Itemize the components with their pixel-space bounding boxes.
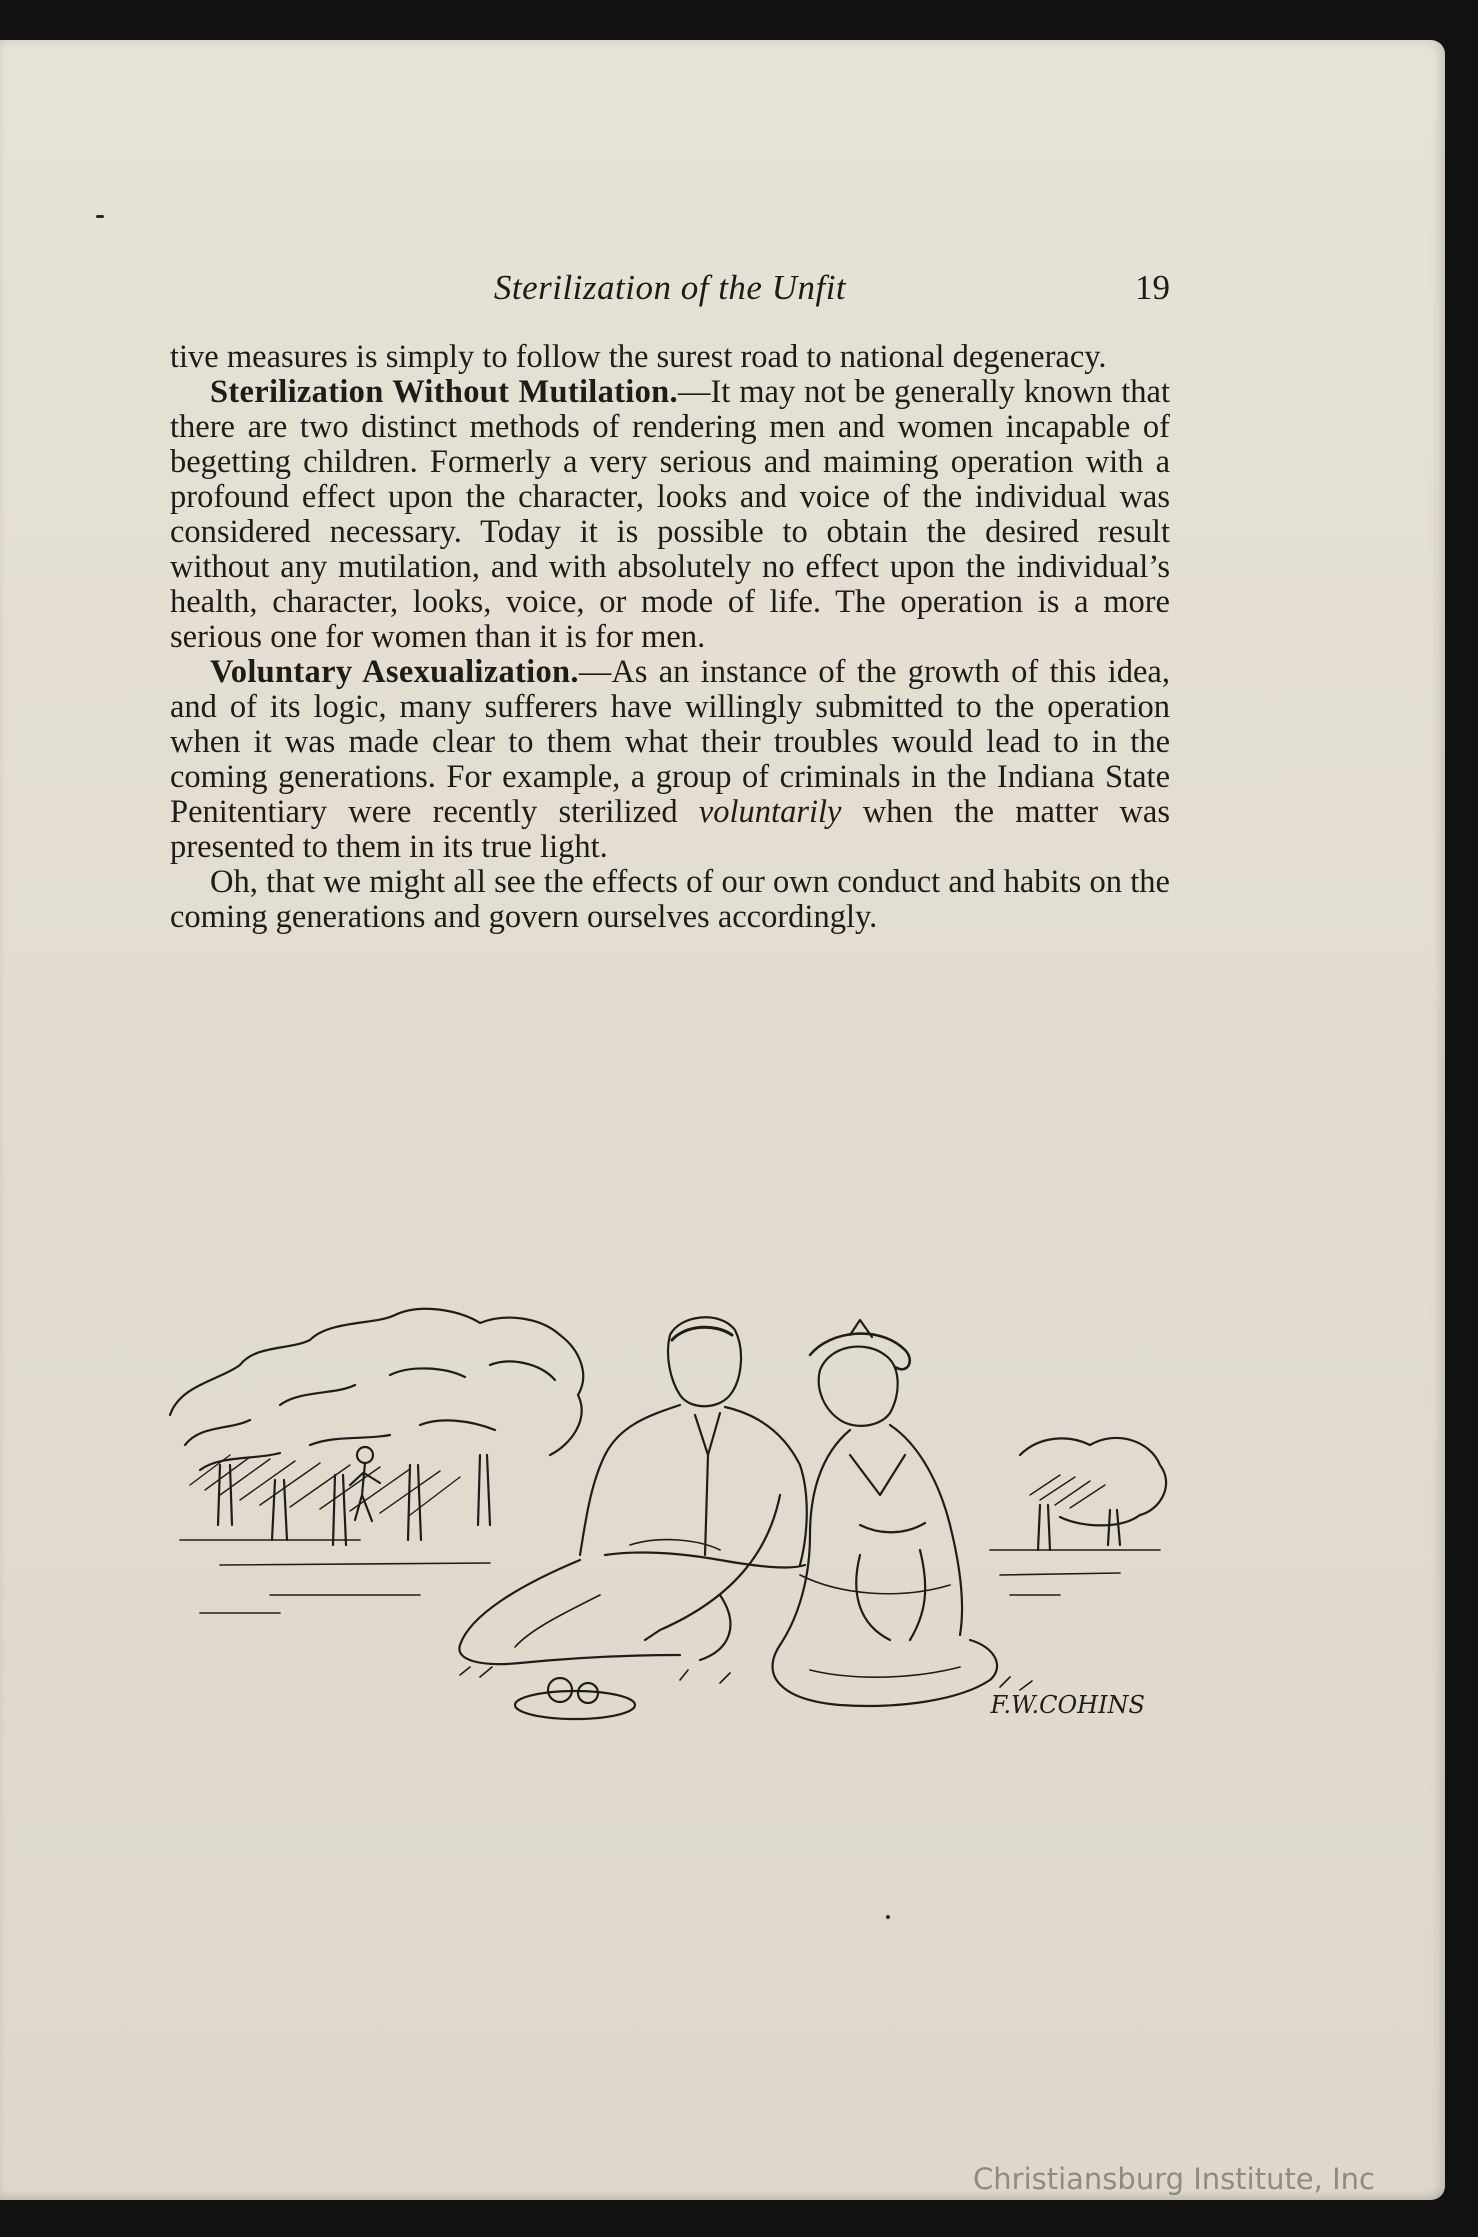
paragraph-continuation: tive measures is simply to follow the surest road to national degeneracy. bbox=[170, 339, 1107, 375]
body-text bbox=[170, 340, 1170, 935]
paper-speck bbox=[96, 215, 104, 218]
paragraph-voluntary bbox=[170, 655, 1170, 865]
paragraph-voluntary-text-1: —As an instance of the growth of this idea, and of its logic, many sufferers have willingly submitted to the operation when it was made clear to them what their troubles would lead to in the coming generations. For example, a group of criminals in the Indiana State Penitentiary were recently sterilized bbox=[170, 654, 1170, 830]
page-header bbox=[170, 268, 1170, 318]
book-page bbox=[0, 40, 1445, 2200]
section-heading-voluntary: Voluntary Asexualization. bbox=[210, 654, 579, 690]
section-heading-sterilization: Sterilization Without Mutilation. bbox=[210, 374, 678, 410]
paper-speck bbox=[886, 1915, 890, 1919]
paragraph-sterilization-text: —It may not be generally known that there are two distinct methods of rendering men and women incapable of begetting children. Formerly a very serious and maiming operation with a profound effect upon the character, looks and voice of the individual was considered necessary. Today it is possible to obtain the desired result without any mutilation, and with absolutely no effect upon the individual’s health, character, looks, voice, or mode of life. The operation is a more serious one for women than it is for men. bbox=[170, 374, 1170, 655]
paragraph-sterilization bbox=[170, 375, 1170, 655]
watermark: Christiansburg Institute, Inc bbox=[973, 2162, 1375, 2196]
illustration-signature: F.W.COHINS bbox=[990, 1691, 1145, 1719]
page-number: 19 bbox=[1135, 268, 1170, 307]
paragraph-voluntary-text-2: when the matter was presented to them in its true light. bbox=[170, 794, 1170, 865]
paragraph-closing: Oh, that we might all see the effects of our own conduct and habits on the coming generations and govern ourselves accordingly. bbox=[170, 864, 1170, 935]
running-title: Sterilization of the Unfit bbox=[493, 268, 847, 307]
picnic-illustration bbox=[160, 1295, 1190, 1775]
emphasis-voluntarily: voluntarily bbox=[698, 794, 842, 830]
